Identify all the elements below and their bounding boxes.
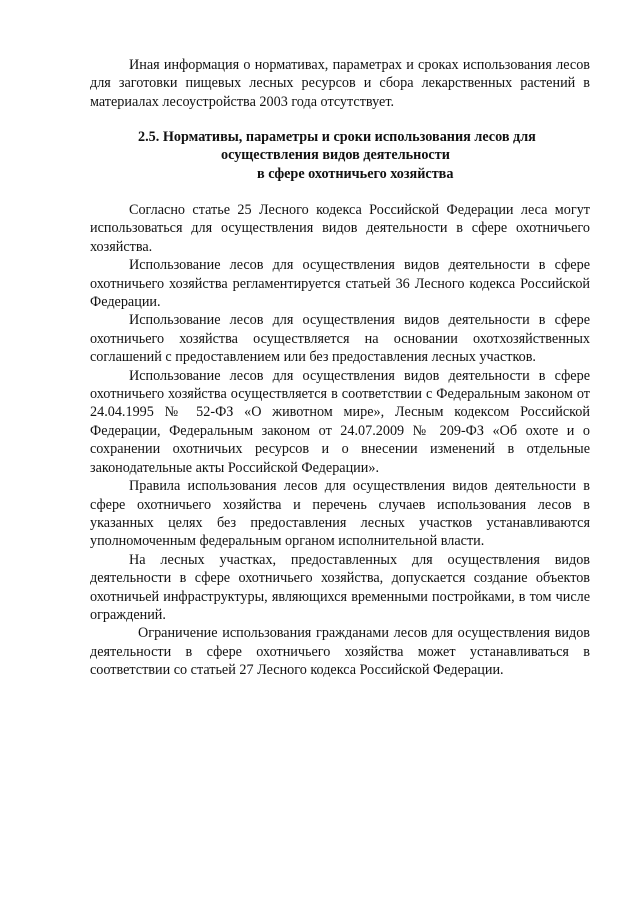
intro-paragraph: Иная информация о нормативах, параметрах и сроках использования лесов для заготовки пищевых лесных ресурсов и сбора лекарственных растений в материалах лесоустройства 2003 года отсутствует. (90, 57, 590, 110)
paragraph-infrastructure: На лесных участках, предоставленных для осуществления видов деятельности в сфере охотничьего хозяйства, допускается создание объектов охотничьей инфраструктуры, являющихся временными постройками, в том числе ограждений. (90, 551, 590, 623)
paragraph-usage-rules: Правила использования лесов для осуществления видов деятельности в сфере охотничьего хозяйства и перечень случаев использования лесов в указанных целях без предоставления лесных участков устанавливаются уполномоченным федеральным органом исполнительной власти. (90, 478, 590, 550)
section-heading-line-2: осуществления видов деятельности (221, 147, 450, 164)
paragraph-restrictions: Ограничение использования гражданами лесов для осуществления видов деятельности в сфере охотничьего хозяйства может устанавливаться в соответствии со статьей 27 Лесного кодекса Российской Федерации. (90, 625, 590, 679)
section-heading (90, 128, 590, 183)
paragraph-hunting-agreements: Использование лесов для осуществления видов деятельности в сфере охотничьего хозяйства осуществляется на основании охотхозяйственных соглашений с предоставлением или без предоставления лесных участков. (90, 312, 590, 366)
paragraph-article-36: Использование лесов для осуществления видов деятельности в сфере охотничьего хозяйства регламентируется статьей 36 Лесного кодекса Российской Федерации. (90, 257, 590, 311)
section-heading-line-1: 2.5. Нормативы, параметры и сроки использования лесов для (138, 129, 536, 145)
paragraph-federal-laws: Использование лесов для осуществления видов деятельности в сфере охотничьего хозяйства осуществляется в соответствии с Федеральным законом от 24.04.1995 № 52-ФЗ «О животном мире», Лесным кодексом Российской Федерации, Федеральным законом от 24.07.2009 № 209-ФЗ «Об охоте и о сохранении охотничьих ресурсов и о внесении изменений в отдельные законодательные акты Российской Федерации». (90, 367, 590, 476)
intro-section (90, 56, 590, 111)
section-body (90, 201, 590, 680)
section-heading-line-3: в сфере охотничьего хозяйства (257, 165, 454, 182)
paragraph-article-25: Согласно статье 25 Лесного кодекса Российской Федерации леса могут использоваться для осуществления видов деятельности в сфере охотничьего хозяйства. (90, 202, 590, 255)
